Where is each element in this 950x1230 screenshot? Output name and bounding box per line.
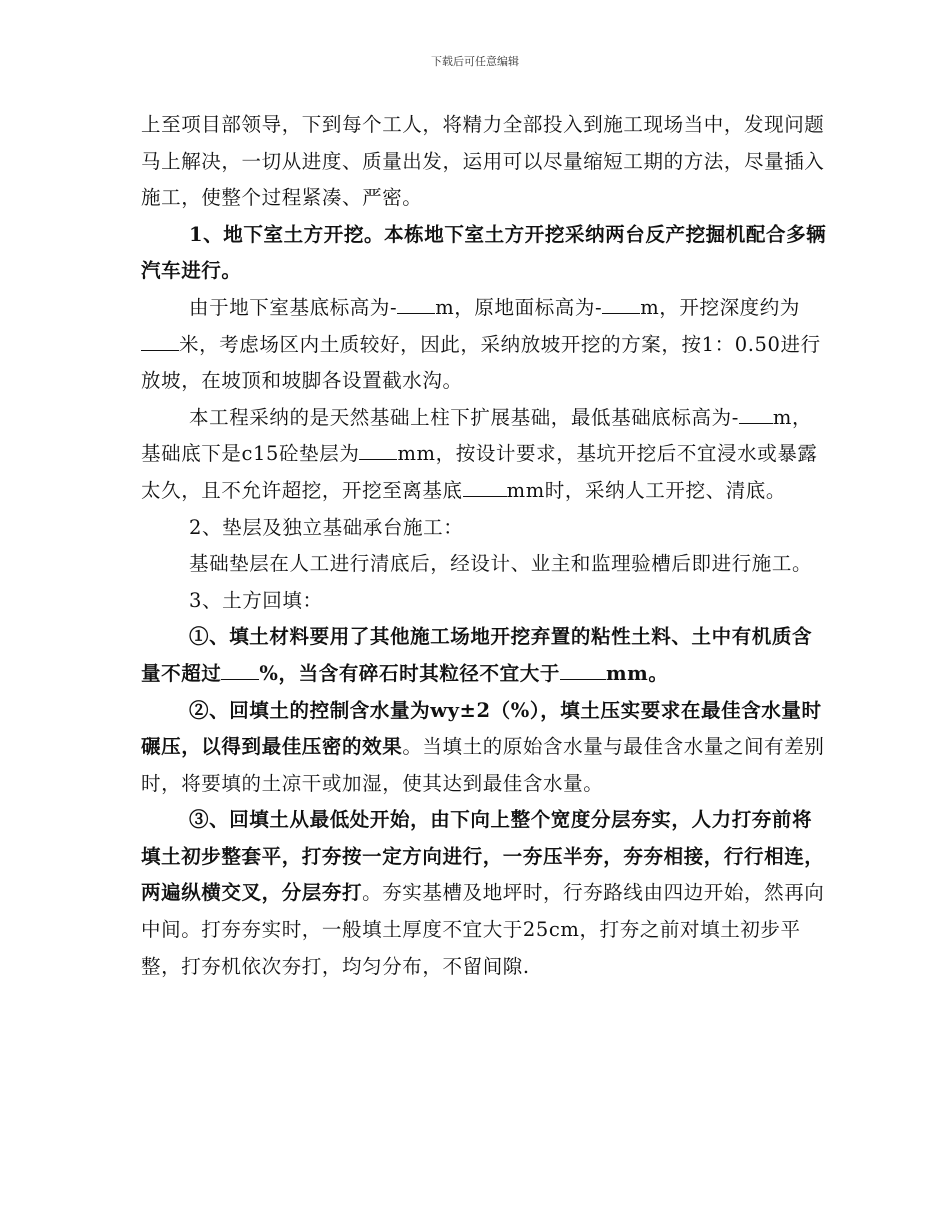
- blank-field: [359, 443, 397, 460]
- paragraph-moisture: [141, 693, 831, 803]
- text-span: mm，按设计要求，基坑开挖后不宜浸水或暴露太久，且不允许超挖，开挖至离基底: [141, 442, 818, 502]
- text-span-bold: ③、回填土从最低处开始，由下向上整个宽度分层夯实，人力打夯前将填土初步整套平，打夯按一定方向进行，一夯压半夯，夯夯相接，行行相连，两遍纵横交叉，分层夯打: [141, 808, 825, 905]
- section-heading-cushion: 2、垫层及独立基础承台施工：: [189, 515, 464, 539]
- page-header: 下载后可任意编辑: [431, 55, 519, 68]
- text-span: 米，考虑场区内土质较好，因此，采纳放坡开挖的方案，按1：0.50进行放坡，在坡顶和坡脚各设置截水沟。: [141, 332, 821, 393]
- document-body: [141, 107, 831, 985]
- text-span: m，原地面标高为-: [435, 295, 603, 319]
- text-span: 。当填土的原始含水量与最佳含水量之间有差别时，将要填的土凉干或加湿，使其达到最佳含水量。: [141, 735, 825, 795]
- section-heading-excavation: 1、地下室土方开挖。本栋地下室土方开挖采纳两台反产挖掘机配合多辆汽车进行。: [141, 222, 827, 283]
- text-span: m，开挖深度约为: [640, 295, 800, 319]
- paragraph-foundation: [141, 400, 831, 510]
- text-span: mm。: [605, 661, 669, 685]
- paragraph-intro: 上至项目部领导，下到每个工人，将精力全部投入到施工现场当中，发现问题马上解决，一切从进度、质量出发，运用可以尽量缩短工期的方法，尽量插入施工，使整个过程紧凑、严密。: [141, 113, 825, 210]
- text-span: %，当含有碎石时其粒径不宜大于: [259, 661, 560, 685]
- blank-field: [463, 480, 507, 497]
- blank-field: [560, 663, 606, 680]
- paragraph-compaction: [141, 802, 831, 985]
- text-span: 。夯实基槽及地坪时，行夯路线由四边开始，然再向中间。打夯夯实时，一般填土厚度不宜大于25cm，打夯之前对填土初步平整，打夯机依次夯打，均匀分布，不留间隙.: [141, 881, 825, 978]
- text-span: mm时，采纳人工开挖、清底。: [506, 478, 786, 502]
- blank-field: [221, 663, 259, 680]
- paragraph-fill-material: [141, 619, 831, 692]
- blank-field: [739, 407, 773, 424]
- text-span: m，基础底下是c15砼垫层为: [141, 405, 813, 466]
- text-span: 由于地下室基底标高为-: [189, 295, 398, 319]
- paragraph-excavation-depth: [141, 290, 831, 400]
- text-span: 本工程采纳的是天然基础上柱下扩展基础，最低基础底标高为-: [189, 405, 739, 429]
- text-span-bold: ②、回填土的控制含水量为wy±2（%），填土压实要求在最佳含水量时碾压，以得到最佳压密的效果: [141, 698, 822, 759]
- text-span: ①、填土材料要用了其他施工场地开挖弃置的粘性土料、土中有机质含量不超过: [141, 625, 813, 685]
- paragraph-cushion: 基础垫层在人工进行清底后，经设计、业主和监理验槽后即进行施工。: [189, 552, 813, 576]
- blank-field: [397, 297, 435, 314]
- blank-field: [141, 334, 179, 351]
- blank-field: [602, 297, 640, 314]
- section-heading-backfill: 3、土方回填：: [189, 588, 323, 612]
